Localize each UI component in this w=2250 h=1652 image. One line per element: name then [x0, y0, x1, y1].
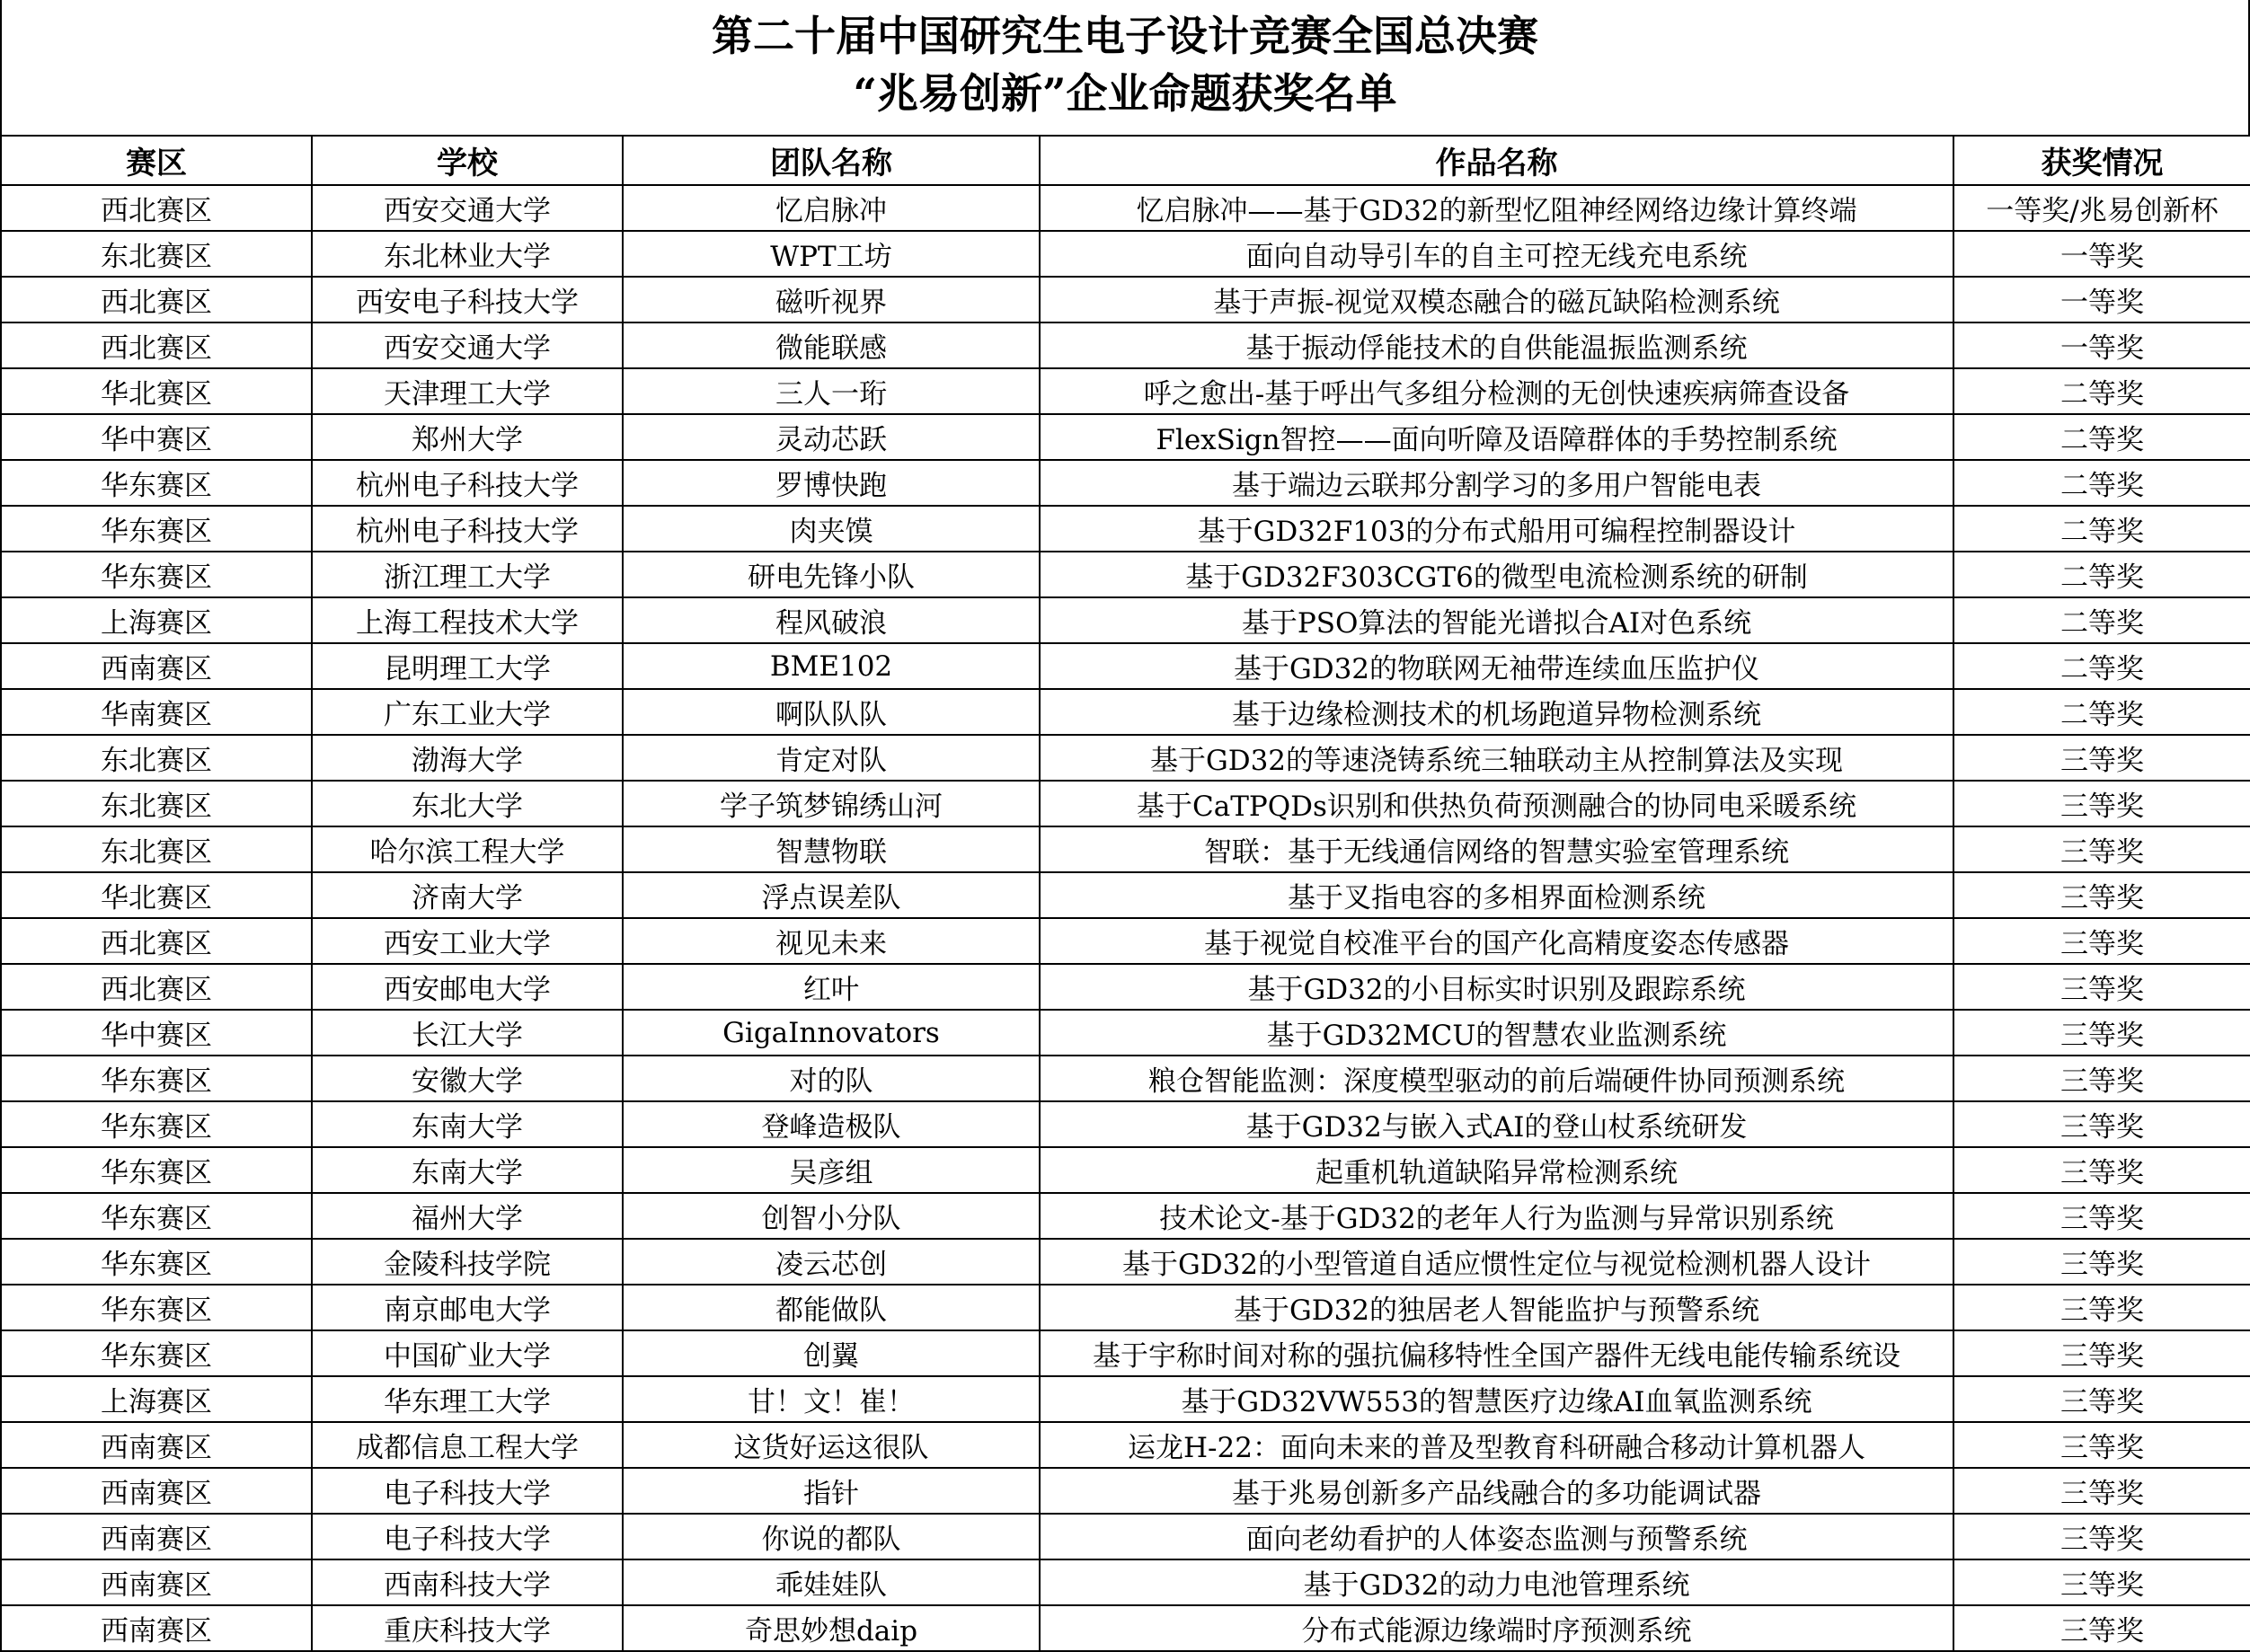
cell-school: 西安工业大学: [312, 918, 623, 964]
cell-work-name: 基于GD32VW553的智慧医疗边缘AI血氧监测系统: [1040, 1376, 1953, 1422]
cell-region: 西北赛区: [1, 185, 312, 231]
title-block: [0, 0, 2250, 135]
cell-team-name: 忆启脉冲: [623, 185, 1040, 231]
cell-work-name: 基于端边云联邦分割学习的多用户智能电表: [1040, 460, 1953, 506]
cell-team-name: 这货好运这很队: [623, 1422, 1040, 1468]
cell-region: 华南赛区: [1, 689, 312, 735]
table-row: [1, 964, 2250, 1010]
cell-school: 西安交通大学: [312, 322, 623, 368]
cell-school: 郑州大学: [312, 414, 623, 460]
cell-award: 三等奖: [1953, 1422, 2250, 1468]
cell-region: 西南赛区: [1, 1468, 312, 1514]
cell-school: 南京邮电大学: [312, 1285, 623, 1330]
cell-team-name: 磁听视界: [623, 277, 1040, 322]
table-row: [1, 689, 2250, 735]
cell-work-name: 基于振动俘能技术的自供能温振监测系统: [1040, 322, 1953, 368]
header-school: 学校: [312, 136, 623, 185]
cell-award: 三等奖: [1953, 1605, 2250, 1651]
cell-team-name: 灵动芯跃: [623, 414, 1040, 460]
cell-team-name: 啊队队队: [623, 689, 1040, 735]
table-row: [1, 1468, 2250, 1514]
cell-work-name: 基于宇称时间对称的强抗偏移特性全国产器件无线电能传输系统设: [1040, 1330, 1953, 1376]
table-row: [1, 1010, 2250, 1056]
cell-region: 华北赛区: [1, 872, 312, 918]
cell-award: 三等奖: [1953, 1514, 2250, 1559]
cell-team-name: 微能联感: [623, 322, 1040, 368]
table-row: [1, 918, 2250, 964]
table-row: [1, 231, 2250, 277]
cell-school: 东南大学: [312, 1147, 623, 1193]
cell-award: 二等奖: [1953, 368, 2250, 414]
cell-region: 华东赛区: [1, 460, 312, 506]
cell-region: 西南赛区: [1, 1514, 312, 1559]
award-table: [0, 135, 2250, 1652]
cell-school: 上海工程技术大学: [312, 597, 623, 643]
cell-award: 三等奖: [1953, 1468, 2250, 1514]
cell-team-name: 凌云芯创: [623, 1239, 1040, 1285]
cell-award: 三等奖: [1953, 1239, 2250, 1285]
cell-team-name: 程风破浪: [623, 597, 1040, 643]
table-body: [1, 185, 2250, 1651]
cell-team-name: 视见未来: [623, 918, 1040, 964]
cell-work-name: 基于视觉自校准平台的国产化高精度姿态传感器: [1040, 918, 1953, 964]
table-row: [1, 506, 2250, 552]
header-work-name: 作品名称: [1040, 136, 1953, 185]
cell-region: 上海赛区: [1, 597, 312, 643]
table-row: [1, 1193, 2250, 1239]
cell-award: 三等奖: [1953, 1285, 2250, 1330]
cell-award: 二等奖: [1953, 597, 2250, 643]
cell-school: 西安交通大学: [312, 185, 623, 231]
cell-work-name: 运龙H-22：面向未来的普及型教育科研融合移动计算机器人: [1040, 1422, 1953, 1468]
table-row: [1, 643, 2250, 689]
cell-team-name: 浮点误差队: [623, 872, 1040, 918]
cell-work-name: 基于GD32F103的分布式船用可编程控制器设计: [1040, 506, 1953, 552]
cell-team-name: 吴彦组: [623, 1147, 1040, 1193]
cell-work-name: 基于PSO算法的智能光谱拟合AI对色系统: [1040, 597, 1953, 643]
header-region: 赛区: [1, 136, 312, 185]
cell-region: 西北赛区: [1, 918, 312, 964]
table-row: [1, 1330, 2250, 1376]
cell-team-name: 创翼: [623, 1330, 1040, 1376]
cell-region: 西北赛区: [1, 964, 312, 1010]
cell-region: 华东赛区: [1, 1101, 312, 1147]
table-row: [1, 1239, 2250, 1285]
cell-region: 华东赛区: [1, 1056, 312, 1101]
cell-work-name: 基于声振-视觉双模态融合的磁瓦缺陷检测系统: [1040, 277, 1953, 322]
cell-work-name: 基于GD32的物联网无袖带连续血压监护仪: [1040, 643, 1953, 689]
cell-award: 二等奖: [1953, 506, 2250, 552]
cell-team-name: 乖娃娃队: [623, 1559, 1040, 1605]
table-row: [1, 1285, 2250, 1330]
document-title: 第二十届中国研究生电子设计竞赛全国总决赛: [712, 12, 1538, 60]
cell-award: 二等奖: [1953, 689, 2250, 735]
cell-school: 电子科技大学: [312, 1514, 623, 1559]
table-row: [1, 368, 2250, 414]
cell-region: 华中赛区: [1, 1010, 312, 1056]
table-row: [1, 1605, 2250, 1651]
cell-award: 三等奖: [1953, 964, 2250, 1010]
cell-award: 三等奖: [1953, 1193, 2250, 1239]
cell-school: 电子科技大学: [312, 1468, 623, 1514]
cell-award: 三等奖: [1953, 826, 2250, 872]
cell-award: 三等奖: [1953, 918, 2250, 964]
cell-region: 西北赛区: [1, 322, 312, 368]
cell-region: 上海赛区: [1, 1376, 312, 1422]
cell-region: 西南赛区: [1, 1559, 312, 1605]
cell-team-name: BME102: [623, 643, 1040, 689]
cell-region: 西北赛区: [1, 277, 312, 322]
cell-team-name: 创智小分队: [623, 1193, 1040, 1239]
cell-region: 西南赛区: [1, 643, 312, 689]
table-row: [1, 872, 2250, 918]
table-row: [1, 781, 2250, 826]
table-row: [1, 826, 2250, 872]
cell-school: 中国矿业大学: [312, 1330, 623, 1376]
cell-team-name: 研电先锋小队: [623, 552, 1040, 597]
cell-team-name: 你说的都队: [623, 1514, 1040, 1559]
header-team-name: 团队名称: [623, 136, 1040, 185]
table-row: [1, 277, 2250, 322]
cell-school: 成都信息工程大学: [312, 1422, 623, 1468]
table-row: [1, 1422, 2250, 1468]
cell-school: 浙江理工大学: [312, 552, 623, 597]
cell-work-name: 基于GD32的动力电池管理系统: [1040, 1559, 1953, 1605]
cell-work-name: 基于GD32的等速浇铸系统三轴联动主从控制算法及实现: [1040, 735, 1953, 781]
cell-school: 西安邮电大学: [312, 964, 623, 1010]
table-row: [1, 185, 2250, 231]
cell-award: 二等奖: [1953, 460, 2250, 506]
table-row: [1, 1514, 2250, 1559]
cell-school: 东南大学: [312, 1101, 623, 1147]
cell-team-name: 甘！文！崔！: [623, 1376, 1040, 1422]
table-row: [1, 1376, 2250, 1422]
cell-region: 华东赛区: [1, 506, 312, 552]
table-row: [1, 460, 2250, 506]
cell-region: 华东赛区: [1, 1239, 312, 1285]
cell-school: 华东理工大学: [312, 1376, 623, 1422]
cell-award: 二等奖: [1953, 552, 2250, 597]
cell-award: 三等奖: [1953, 1056, 2250, 1101]
cell-work-name: 基于GD32F303CGT6的微型电流检测系统的研制: [1040, 552, 1953, 597]
table-row: [1, 322, 2250, 368]
cell-work-name: 基于GD32MCU的智慧农业监测系统: [1040, 1010, 1953, 1056]
cell-work-name: 忆启脉冲——基于GD32的新型忆阻神经网络边缘计算终端: [1040, 185, 1953, 231]
cell-team-name: 奇思妙想daip: [623, 1605, 1040, 1651]
table-row: [1, 597, 2250, 643]
cell-team-name: 三人一珩: [623, 368, 1040, 414]
cell-region: 东北赛区: [1, 735, 312, 781]
cell-award: 一等奖: [1953, 231, 2250, 277]
cell-work-name: 基于CaTPQDs识别和供热负荷预测融合的协同电采暖系统: [1040, 781, 1953, 826]
cell-work-name: FlexSign智控——面向听障及语障群体的手势控制系统: [1040, 414, 1953, 460]
cell-work-name: 智联：基于无线通信网络的智慧实验室管理系统: [1040, 826, 1953, 872]
cell-school: 安徽大学: [312, 1056, 623, 1101]
header-award: 获奖情况: [1953, 136, 2250, 185]
cell-work-name: 粮仓智能监测：深度模型驱动的前后端硬件协同预测系统: [1040, 1056, 1953, 1101]
cell-award: 三等奖: [1953, 1010, 2250, 1056]
cell-work-name: 基于叉指电容的多相界面检测系统: [1040, 872, 1953, 918]
cell-work-name: 基于GD32的小型管道自适应惯性定位与视觉检测机器人设计: [1040, 1239, 1953, 1285]
cell-award: 三等奖: [1953, 1376, 2250, 1422]
cell-award: 一等奖: [1953, 322, 2250, 368]
cell-award: 三等奖: [1953, 781, 2250, 826]
cell-school: 福州大学: [312, 1193, 623, 1239]
cell-school: 东北大学: [312, 781, 623, 826]
cell-award: 三等奖: [1953, 1101, 2250, 1147]
cell-school: 东北林业大学: [312, 231, 623, 277]
cell-team-name: WPT工坊: [623, 231, 1040, 277]
cell-work-name: 基于兆易创新多产品线融合的多功能调试器: [1040, 1468, 1953, 1514]
cell-work-name: 技术论文-基于GD32的老年人行为监测与异常识别系统: [1040, 1193, 1953, 1239]
cell-region: 华东赛区: [1, 552, 312, 597]
cell-school: 广东工业大学: [312, 689, 623, 735]
cell-work-name: 起重机轨道缺陷异常检测系统: [1040, 1147, 1953, 1193]
cell-award: 二等奖: [1953, 643, 2250, 689]
cell-award: 三等奖: [1953, 872, 2250, 918]
cell-region: 华东赛区: [1, 1285, 312, 1330]
cell-region: 东北赛区: [1, 826, 312, 872]
cell-team-name: 肯定对队: [623, 735, 1040, 781]
cell-region: 华北赛区: [1, 368, 312, 414]
cell-region: 西南赛区: [1, 1605, 312, 1651]
cell-work-name: 基于GD32的独居老人智能监护与预警系统: [1040, 1285, 1953, 1330]
table-row: [1, 735, 2250, 781]
cell-team-name: 智慧物联: [623, 826, 1040, 872]
cell-school: 西南科技大学: [312, 1559, 623, 1605]
table-row: [1, 1559, 2250, 1605]
table-header-row: [1, 136, 2250, 185]
cell-school: 哈尔滨工程大学: [312, 826, 623, 872]
cell-work-name: 分布式能源边缘端时序预测系统: [1040, 1605, 1953, 1651]
cell-region: 华东赛区: [1, 1147, 312, 1193]
cell-award: 一等奖/兆易创新杯: [1953, 185, 2250, 231]
table-row: [1, 552, 2250, 597]
cell-region: 西南赛区: [1, 1422, 312, 1468]
cell-work-name: 呼之愈出-基于呼出气多组分检测的无创快速疾病筛查设备: [1040, 368, 1953, 414]
cell-school: 重庆科技大学: [312, 1605, 623, 1651]
cell-award: 二等奖: [1953, 414, 2250, 460]
cell-team-name: 都能做队: [623, 1285, 1040, 1330]
cell-work-name: 基于边缘检测技术的机场跑道异物检测系统: [1040, 689, 1953, 735]
cell-work-name: 基于GD32的小目标实时识别及跟踪系统: [1040, 964, 1953, 1010]
document-subtitle: “兆易创新”企业命题获奖名单: [853, 69, 1397, 118]
cell-award: 一等奖: [1953, 277, 2250, 322]
cell-region: 东北赛区: [1, 231, 312, 277]
cell-award: 三等奖: [1953, 735, 2250, 781]
table-row: [1, 1147, 2250, 1193]
table-row: [1, 1101, 2250, 1147]
cell-school: 渤海大学: [312, 735, 623, 781]
cell-team-name: 罗博快跑: [623, 460, 1040, 506]
table-row: [1, 1056, 2250, 1101]
table-row: [1, 414, 2250, 460]
cell-team-name: 学子筑梦锦绣山河: [623, 781, 1040, 826]
cell-team-name: GigaInnovators: [623, 1010, 1040, 1056]
cell-team-name: 指针: [623, 1468, 1040, 1514]
cell-region: 华东赛区: [1, 1193, 312, 1239]
cell-award: 三等奖: [1953, 1147, 2250, 1193]
cell-work-name: 面向老幼看护的人体姿态监测与预警系统: [1040, 1514, 1953, 1559]
cell-award: 三等奖: [1953, 1330, 2250, 1376]
cell-school: 济南大学: [312, 872, 623, 918]
cell-region: 华东赛区: [1, 1330, 312, 1376]
cell-school: 杭州电子科技大学: [312, 506, 623, 552]
cell-school: 天津理工大学: [312, 368, 623, 414]
cell-region: 华中赛区: [1, 414, 312, 460]
cell-team-name: 登峰造极队: [623, 1101, 1040, 1147]
cell-team-name: 对的队: [623, 1056, 1040, 1101]
cell-team-name: 肉夹馍: [623, 506, 1040, 552]
cell-team-name: 红叶: [623, 964, 1040, 1010]
cell-work-name: 面向自动导引车的自主可控无线充电系统: [1040, 231, 1953, 277]
cell-school: 金陵科技学院: [312, 1239, 623, 1285]
cell-school: 杭州电子科技大学: [312, 460, 623, 506]
cell-school: 长江大学: [312, 1010, 623, 1056]
cell-work-name: 基于GD32与嵌入式AI的登山杖系统研发: [1040, 1101, 1953, 1147]
cell-school: 西安电子科技大学: [312, 277, 623, 322]
cell-school: 昆明理工大学: [312, 643, 623, 689]
cell-region: 东北赛区: [1, 781, 312, 826]
cell-award: 三等奖: [1953, 1559, 2250, 1605]
